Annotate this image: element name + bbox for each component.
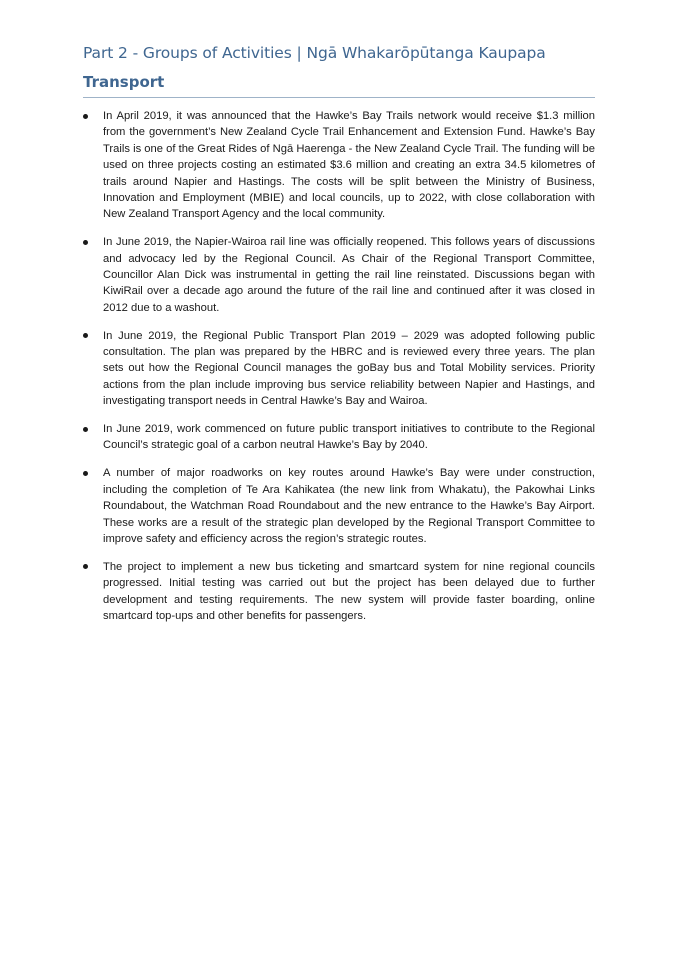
list-item-text: In April 2019, it was announced that the Hawke’s Bay Trails network would receive $1.3 million from the government’s New Zealand Cycle Trail Enhancement and Extension Fund. Hawke’s Bay Trails is one of the Great Rides of Ngā Haerenga - the New Zealand Cycle Trail. The funding will be used on three projects costing an estimated $3.6 million and creating an extra 34.5 kilometres of trails around Napier and Hastings. The costs will be split between the Ministry of Business, Innovation and Employment (MBIE) and local councils, up to 2022, with close collaboration with New Zealand Transport Agency and the local community.: [103, 110, 595, 221]
bullet-icon: [83, 333, 88, 338]
bullet-icon: [83, 471, 88, 476]
list-item: [83, 421, 595, 454]
list-item: [83, 108, 595, 223]
bullet-icon: [83, 427, 88, 432]
list-item: [83, 328, 595, 410]
list-item-text: In June 2019, work commenced on future public transport initiatives to contribute to the Regional Council’s strategic goal of a carbon neutral Hawke’s Bay by 2040.: [103, 423, 595, 452]
list-item-text: In June 2019, the Regional Public Transport Plan 2019 – 2029 was adopted following public consultation. The plan was prepared by the HBRC and is reviewed every three years. The plan sets out how the Regional Council manages the goBay bus and Total Mobility services. Priority actions from the plan include improving bus service reliability between Napier and Hastings, and investigating transport needs in Central Hawke’s Bay and Wairoa.: [103, 329, 595, 408]
list-item: [83, 234, 595, 316]
bullet-list: [83, 108, 595, 636]
list-item: [83, 465, 595, 547]
list-item-text: In June 2019, the Napier-Wairoa rail line was officially reopened. This follows years of discussions and advocacy led by the Regional Council. As Chair of the Regional Transport Committee, Councillor Alan Dick was instrumental in getting the rail line reinstated. Discussions began with KiwiRail over a decade ago around the future of the rail line and continued after it was closed in 2012 due to a washout.: [103, 236, 595, 314]
section-divider: [83, 97, 595, 98]
list-item-text: The project to implement a new bus ticketing and smartcard system for nine regional councils progressed. Initial testing was carried out but the project has been delayed due to further development and testing requirements. The new system will provide faster boarding, online smartcard top-ups and other benefits for passengers.: [103, 560, 595, 622]
list-item-text: A number of major roadworks on key routes around Hawke’s Bay were under construction, including the completion of Te Ara Kahikatea (the new link from Whakatu), the Pakowhai Links Roundabout, the Watchman Road Roundabout and the new entrance to the Hawke’s Bay Airport. These works are a result of the strategic plan developed by the Regional Transport Committee to improve safety and efficiency across the region’s strategic routes.: [103, 467, 595, 545]
bullet-icon: [83, 114, 88, 119]
part-title: Part 2 - Groups of Activities | Ngā Whakarōpūtanga Kaupapa: [83, 44, 546, 62]
bullet-icon: [83, 564, 88, 569]
list-item: [83, 559, 595, 625]
section-title: Transport: [83, 73, 165, 91]
bullet-icon: [83, 240, 88, 245]
